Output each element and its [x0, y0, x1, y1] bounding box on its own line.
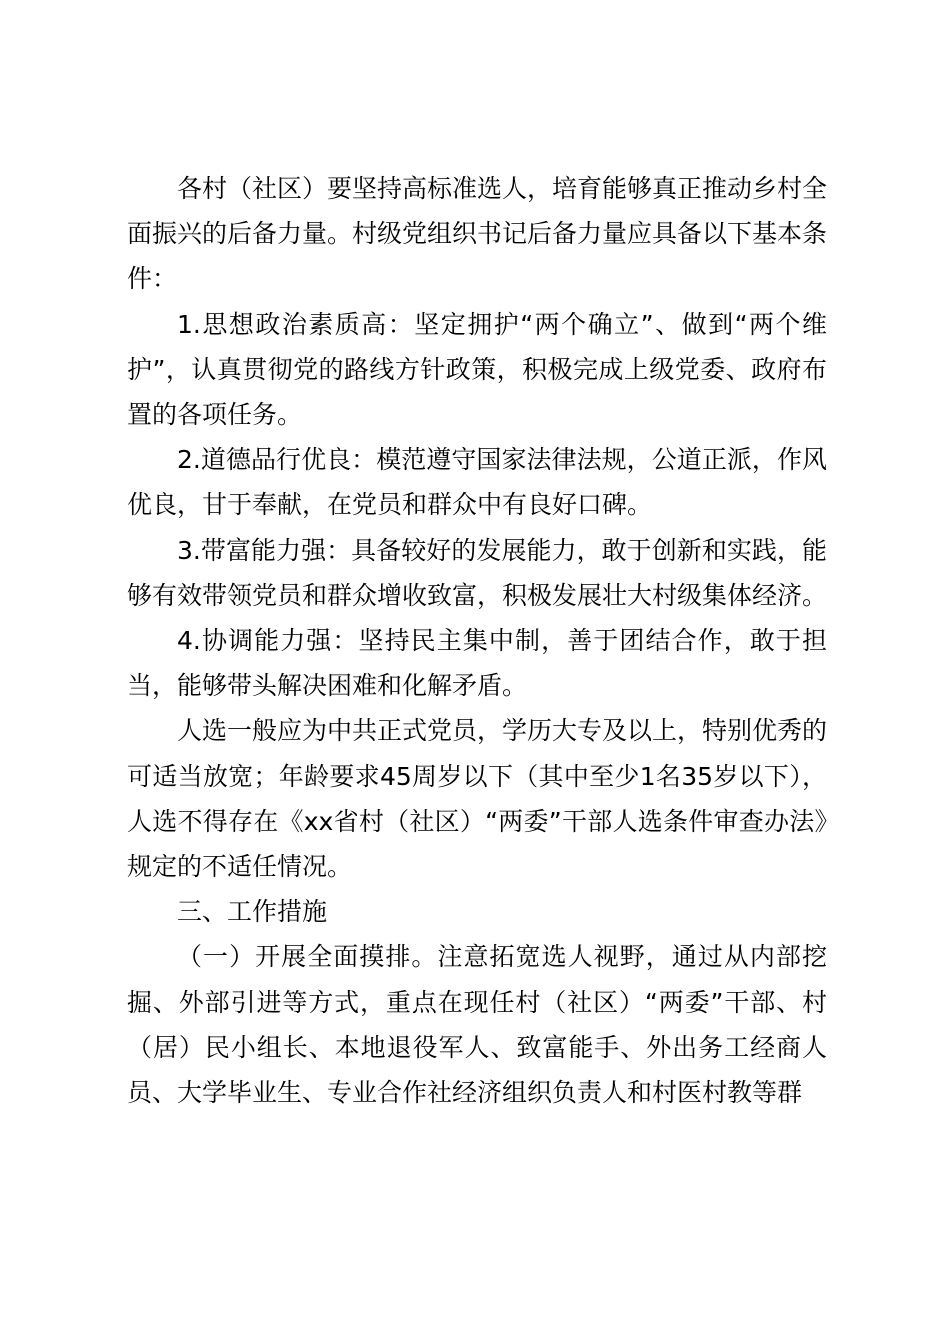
paragraph-condition-3: 3.带富能力强：具备较好的发展能力，敢于创新和实践，能够有效带领党员和群众增收致富，积极发展壮大村级集体经济。 [127, 535, 828, 610]
document-body [127, 166, 827, 1115]
paragraph-condition-2: 2.道德品行优良：模范遵守国家法律法规，公道正派，作风优良，甘于奉献，在党员和群众中有良好口碑。 [127, 445, 827, 520]
section-heading-work-measures: 三、工作措施 [177, 897, 328, 927]
paragraph-condition-4: 4.协调能力强：坚持民主集中制，善于团结合作，敢于担当，能够带头解决困难和化解矛盾。 [127, 626, 827, 701]
paragraph-requirements: 人选一般应为中共正式党员，学历大专及以上，特别优秀的可适当放宽；年龄要求45周岁以下（其中至少1名35岁以下），人选不得存在《xx省村（社区）“两委”干部人选条件审查办法》规定的不适任情况。 [127, 716, 828, 882]
paragraph-measure-1: （一）开展全面摸排。注意拓宽选人视野，通过从内部挖掘、外部引进等方式，重点在现任村（社区）“两委”干部、村（居）民小组长、本地退役军人、致富能手、外出务工经商人员、大学毕业生、专业合作社经济组织负责人和村医村教等群 [127, 942, 827, 1108]
paragraph-intro: 各村（社区）要坚持高标准选人，培育能够真正推动乡村全面振兴的后备力量。村级党组织书记后备力量应具备以下基本条件： [127, 174, 828, 294]
paragraph-condition-1: 1.思想政治素质高：坚定拥护“两个确立”、做到“两个维护”，认真贯彻党的路线方针政策，积极完成上级党委、政府布置的各项任务。 [127, 309, 827, 430]
